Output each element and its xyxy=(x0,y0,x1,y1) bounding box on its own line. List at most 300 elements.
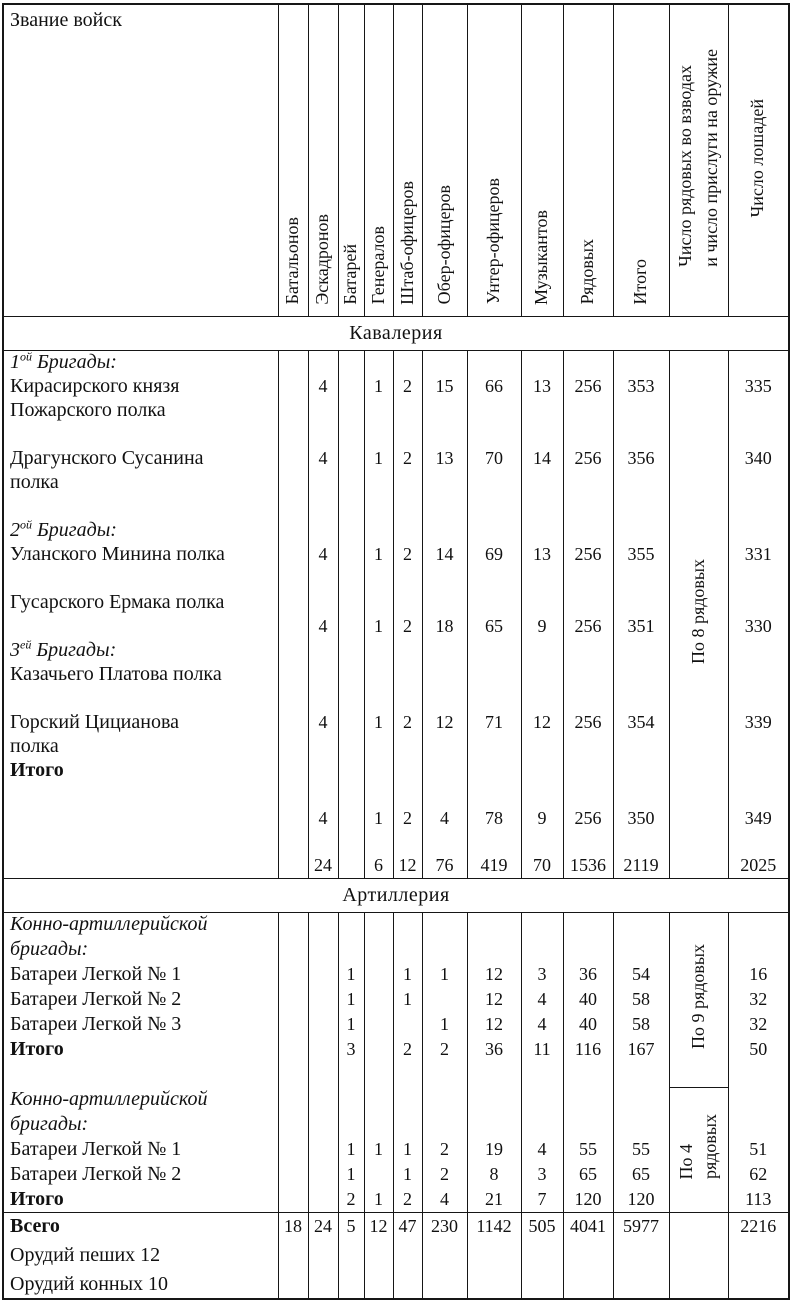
row-label: Орудий пеших 12 xyxy=(10,1244,161,1266)
value-cell: 167 xyxy=(613,1037,669,1062)
value-cell xyxy=(393,1270,422,1299)
value-cell: 2 xyxy=(393,614,422,638)
value-cell xyxy=(393,830,422,854)
value-cell xyxy=(563,494,613,518)
platoon-note-cell xyxy=(669,912,728,1087)
row-label: Горский Цицианова xyxy=(10,710,179,733)
band-row xyxy=(3,878,789,912)
column-header-batteries xyxy=(338,4,364,316)
value-cell xyxy=(308,1241,338,1270)
value-cell xyxy=(613,638,669,662)
value-cell: 55 xyxy=(563,1137,613,1162)
value-cell xyxy=(467,470,521,494)
value-cell xyxy=(393,1062,422,1087)
value-cell: 4 xyxy=(308,806,338,830)
header-row xyxy=(3,4,789,316)
label-text: Бригады: xyxy=(32,350,117,373)
horses-cell xyxy=(728,662,789,686)
value-cell xyxy=(278,566,308,590)
value-cell: 4 xyxy=(308,614,338,638)
value-cell: 4 xyxy=(308,710,338,734)
value-cell xyxy=(308,1137,338,1162)
value-cell: 1 xyxy=(338,962,364,987)
value-cell xyxy=(308,937,338,962)
horses-cell: 50 xyxy=(728,1037,789,1062)
value-cell: 1 xyxy=(393,962,422,987)
value-cell: 1 xyxy=(393,1137,422,1162)
value-cell xyxy=(338,854,364,878)
horses-cell xyxy=(728,1112,789,1137)
value-cell xyxy=(422,1062,467,1087)
value-cell: 5977 xyxy=(613,1212,669,1241)
value-cell: 4041 xyxy=(563,1212,613,1241)
row-label: Казачьего Платова полка xyxy=(10,662,222,685)
value-cell: 12 xyxy=(521,710,563,734)
value-cell xyxy=(467,830,521,854)
value-cell xyxy=(613,518,669,542)
horses-cell xyxy=(728,734,789,758)
value-cell: 2 xyxy=(393,1037,422,1062)
value-cell xyxy=(563,422,613,446)
value-cell: 2 xyxy=(393,1187,422,1212)
table-row xyxy=(3,912,789,937)
value-cell: 256 xyxy=(563,374,613,398)
value-cell: 65 xyxy=(613,1162,669,1187)
value-cell xyxy=(338,542,364,566)
value-cell xyxy=(278,937,308,962)
value-cell xyxy=(467,1087,521,1112)
value-cell: 1 xyxy=(364,614,393,638)
value-cell xyxy=(338,374,364,398)
value-cell xyxy=(613,398,669,422)
value-cell xyxy=(338,446,364,470)
value-cell xyxy=(278,470,308,494)
value-cell xyxy=(563,686,613,710)
value-cell xyxy=(521,566,563,590)
value-cell xyxy=(308,830,338,854)
value-cell: 40 xyxy=(563,1012,613,1037)
table-row xyxy=(3,1087,789,1112)
horses-cell: 62 xyxy=(728,1162,789,1187)
row-label: Батареи Легкой № 1 xyxy=(10,1138,182,1160)
value-cell xyxy=(422,987,467,1012)
value-cell xyxy=(467,398,521,422)
value-cell xyxy=(364,1037,393,1062)
value-cell xyxy=(338,937,364,962)
value-cell xyxy=(278,638,308,662)
value-cell: 9 xyxy=(521,806,563,830)
horses-cell xyxy=(728,937,789,962)
value-cell: 6 xyxy=(364,854,393,878)
value-cell: 3 xyxy=(521,1162,563,1187)
value-cell: 1142 xyxy=(467,1212,521,1241)
row-label xyxy=(3,830,278,854)
column-header-text: Батарей xyxy=(340,243,361,305)
horses-cell xyxy=(728,566,789,590)
value-cell xyxy=(278,590,308,614)
section-grand-total xyxy=(3,1212,789,1299)
value-cell xyxy=(521,398,563,422)
value-cell xyxy=(467,758,521,782)
column-header-text: Число лошадей xyxy=(747,98,768,217)
column-header-text: Обер-офицеров xyxy=(433,185,454,305)
value-cell xyxy=(467,494,521,518)
value-cell xyxy=(563,758,613,782)
value-cell: 120 xyxy=(613,1187,669,1212)
value-cell xyxy=(467,662,521,686)
value-cell: 18 xyxy=(422,614,467,638)
value-cell: 230 xyxy=(422,1212,467,1241)
value-cell xyxy=(613,734,669,758)
value-cell xyxy=(467,912,521,937)
value-cell xyxy=(613,662,669,686)
horses-cell: 349 xyxy=(728,806,789,830)
value-cell xyxy=(563,566,613,590)
value-cell xyxy=(278,686,308,710)
value-cell xyxy=(338,638,364,662)
value-cell xyxy=(338,806,364,830)
column-header-privates xyxy=(563,4,613,316)
value-cell xyxy=(613,1270,669,1299)
value-cell xyxy=(422,590,467,614)
value-cell: 70 xyxy=(467,446,521,470)
value-cell: 1 xyxy=(338,1012,364,1037)
value-cell: 65 xyxy=(467,614,521,638)
value-cell xyxy=(422,937,467,962)
value-cell xyxy=(563,662,613,686)
value-cell xyxy=(393,518,422,542)
value-cell xyxy=(563,638,613,662)
horses-cell: 2216 xyxy=(728,1212,789,1241)
value-cell: 1 xyxy=(364,710,393,734)
value-cell xyxy=(422,782,467,806)
label-superscript: ой xyxy=(20,350,32,364)
value-cell xyxy=(467,350,521,374)
value-cell xyxy=(338,782,364,806)
column-header-text: Батальонов xyxy=(282,217,303,305)
value-cell xyxy=(422,350,467,374)
row-label xyxy=(3,350,278,374)
horses-cell xyxy=(728,1062,789,1087)
value-cell xyxy=(393,912,422,937)
value-cell: 2 xyxy=(338,1187,364,1212)
value-cell xyxy=(613,422,669,446)
value-cell xyxy=(467,937,521,962)
label-text: Бригады: xyxy=(31,638,117,661)
value-cell: 15 xyxy=(422,374,467,398)
value-cell xyxy=(364,638,393,662)
value-cell xyxy=(308,350,338,374)
value-cell xyxy=(393,494,422,518)
value-cell xyxy=(422,830,467,854)
column-header-musicians xyxy=(521,4,563,316)
value-cell xyxy=(278,614,308,638)
value-cell xyxy=(393,638,422,662)
value-cell xyxy=(308,638,338,662)
value-cell xyxy=(422,734,467,758)
value-cell xyxy=(278,1241,308,1270)
value-cell xyxy=(393,590,422,614)
value-cell xyxy=(422,686,467,710)
label-number: 2 xyxy=(10,518,20,541)
row-label: Конно-артиллерийской xyxy=(10,1088,208,1110)
value-cell xyxy=(308,566,338,590)
value-cell xyxy=(364,566,393,590)
value-cell xyxy=(364,912,393,937)
horses-cell xyxy=(728,1270,789,1299)
value-cell xyxy=(338,1087,364,1112)
row-label: Батареи Легкой № 2 xyxy=(10,988,182,1010)
value-cell: 2 xyxy=(422,1162,467,1187)
value-cell: 24 xyxy=(308,1212,338,1241)
row-label: Орудий конных 10 xyxy=(10,1272,169,1295)
value-cell xyxy=(278,806,308,830)
value-cell xyxy=(521,1270,563,1299)
value-cell xyxy=(563,590,613,614)
row-label: Батареи Легкой № 1 xyxy=(10,963,182,985)
value-cell xyxy=(278,374,308,398)
value-cell xyxy=(278,1187,308,1212)
column-header-squadrons xyxy=(308,4,338,316)
value-cell xyxy=(278,662,308,686)
value-cell xyxy=(308,734,338,758)
value-cell: 47 xyxy=(393,1212,422,1241)
column-header-text: Музыкантов xyxy=(531,209,552,305)
row-label: бригады: xyxy=(10,938,89,960)
value-cell xyxy=(467,1062,521,1087)
value-cell xyxy=(278,830,308,854)
value-cell: 256 xyxy=(563,614,613,638)
value-cell xyxy=(338,830,364,854)
value-cell xyxy=(422,398,467,422)
value-cell: 19 xyxy=(467,1137,521,1162)
value-cell xyxy=(393,758,422,782)
value-cell: 4 xyxy=(422,1187,467,1212)
band-label: Артиллерия xyxy=(3,878,789,912)
row-label xyxy=(3,854,278,878)
value-cell: 2 xyxy=(393,374,422,398)
row-label: полка xyxy=(10,470,59,493)
value-cell xyxy=(613,782,669,806)
value-cell xyxy=(393,1012,422,1037)
value-cell xyxy=(278,422,308,446)
value-cell xyxy=(521,758,563,782)
value-cell xyxy=(364,518,393,542)
value-cell xyxy=(364,662,393,686)
value-cell xyxy=(338,662,364,686)
value-cell xyxy=(308,686,338,710)
value-cell: 256 xyxy=(563,806,613,830)
value-cell xyxy=(278,518,308,542)
value-cell xyxy=(613,590,669,614)
value-cell xyxy=(278,542,308,566)
column-header-horses xyxy=(728,4,789,316)
value-cell xyxy=(308,1037,338,1062)
platoon-note-cell xyxy=(669,1087,728,1212)
value-cell: 1 xyxy=(393,987,422,1012)
value-cell: 2 xyxy=(393,446,422,470)
value-cell xyxy=(308,758,338,782)
value-cell: 14 xyxy=(521,446,563,470)
value-cell xyxy=(308,1087,338,1112)
value-cell: 4 xyxy=(521,1012,563,1037)
value-cell xyxy=(338,590,364,614)
value-cell xyxy=(563,734,613,758)
value-cell xyxy=(393,1112,422,1137)
value-cell xyxy=(278,494,308,518)
value-cell xyxy=(393,662,422,686)
row-label: Гусарского Ермака полка xyxy=(10,590,225,613)
row-label: Пожарского полка xyxy=(10,398,166,421)
row-label: Итого xyxy=(10,1038,64,1060)
value-cell: 1 xyxy=(338,1137,364,1162)
platoon-note-text: По 4 xyxy=(675,1144,696,1180)
horses-cell: 335 xyxy=(728,374,789,398)
value-cell: 350 xyxy=(613,806,669,830)
value-cell: 58 xyxy=(613,1012,669,1037)
value-cell xyxy=(521,350,563,374)
horses-cell xyxy=(728,686,789,710)
column-header-text: Унтер-офицеров xyxy=(483,178,504,305)
value-cell: 1 xyxy=(364,1187,393,1212)
value-cell xyxy=(338,518,364,542)
value-cell xyxy=(422,638,467,662)
value-cell xyxy=(521,1087,563,1112)
value-cell xyxy=(563,1112,613,1137)
value-cell xyxy=(613,1087,669,1112)
value-cell xyxy=(393,1241,422,1270)
value-cell xyxy=(364,1112,393,1137)
value-cell xyxy=(364,1087,393,1112)
troops-table xyxy=(2,3,790,1300)
value-cell: 54 xyxy=(613,962,669,987)
horses-cell xyxy=(728,758,789,782)
value-cell xyxy=(278,710,308,734)
horses-cell xyxy=(728,518,789,542)
value-cell xyxy=(338,614,364,638)
value-cell: 256 xyxy=(563,446,613,470)
value-cell: 1 xyxy=(364,446,393,470)
value-cell: 9 xyxy=(521,614,563,638)
value-cell xyxy=(278,1137,308,1162)
value-cell xyxy=(563,1270,613,1299)
value-cell xyxy=(278,398,308,422)
header-title: Звание войск xyxy=(10,9,122,31)
value-cell xyxy=(278,350,308,374)
value-cell xyxy=(467,1112,521,1137)
value-cell xyxy=(278,1062,308,1087)
row-label xyxy=(3,494,278,518)
platoon-note-cell xyxy=(669,1212,728,1299)
value-cell: 1 xyxy=(364,542,393,566)
horses-cell: 340 xyxy=(728,446,789,470)
value-cell xyxy=(422,1087,467,1112)
value-cell: 71 xyxy=(467,710,521,734)
row-label: Драгунского Сусанина xyxy=(10,446,204,469)
value-cell xyxy=(338,734,364,758)
platoon-note-cell xyxy=(669,350,728,878)
value-cell xyxy=(393,470,422,494)
column-header-total xyxy=(613,4,669,316)
horses-cell xyxy=(728,350,789,374)
value-cell xyxy=(308,987,338,1012)
table-row xyxy=(3,350,789,374)
value-cell xyxy=(278,987,308,1012)
value-cell xyxy=(422,422,467,446)
value-cell xyxy=(308,782,338,806)
horses-cell: 331 xyxy=(728,542,789,566)
value-cell xyxy=(521,470,563,494)
value-cell xyxy=(278,446,308,470)
value-cell: 356 xyxy=(613,446,669,470)
value-cell xyxy=(338,686,364,710)
value-cell xyxy=(308,1162,338,1187)
row-label: полка xyxy=(10,734,59,757)
horses-cell: 32 xyxy=(728,987,789,1012)
value-cell: 505 xyxy=(521,1212,563,1241)
value-cell xyxy=(308,1270,338,1299)
value-cell xyxy=(467,734,521,758)
value-cell xyxy=(278,1087,308,1112)
horses-cell xyxy=(728,590,789,614)
label-superscript: ей xyxy=(20,638,32,651)
value-cell xyxy=(563,912,613,937)
value-cell: 120 xyxy=(563,1187,613,1212)
value-cell xyxy=(278,734,308,758)
value-cell xyxy=(467,782,521,806)
value-cell: 36 xyxy=(563,962,613,987)
label-number: 1 xyxy=(10,350,20,373)
value-cell xyxy=(364,494,393,518)
value-cell xyxy=(364,470,393,494)
value-cell xyxy=(521,638,563,662)
value-cell xyxy=(563,470,613,494)
value-cell xyxy=(467,518,521,542)
value-cell xyxy=(467,422,521,446)
value-cell xyxy=(364,830,393,854)
value-cell xyxy=(364,686,393,710)
value-cell: 5 xyxy=(338,1212,364,1241)
value-cell: 12 xyxy=(393,854,422,878)
value-cell xyxy=(613,937,669,962)
value-cell xyxy=(338,1062,364,1087)
horses-cell: 2025 xyxy=(728,854,789,878)
row-label xyxy=(3,638,278,662)
label-text: Бригады: xyxy=(32,518,117,541)
value-cell: 13 xyxy=(422,446,467,470)
value-cell xyxy=(563,1087,613,1112)
value-cell xyxy=(393,398,422,422)
value-cell xyxy=(338,912,364,937)
value-cell xyxy=(422,470,467,494)
value-cell xyxy=(613,1241,669,1270)
column-header-battalions xyxy=(278,4,308,316)
row-label xyxy=(3,518,278,542)
value-cell: 3 xyxy=(521,962,563,987)
value-cell xyxy=(308,494,338,518)
horses-cell xyxy=(728,1241,789,1270)
value-cell xyxy=(393,1087,422,1112)
value-cell: 3 xyxy=(338,1037,364,1062)
value-cell: 354 xyxy=(613,710,669,734)
value-cell xyxy=(364,590,393,614)
value-cell xyxy=(364,1162,393,1187)
value-cell xyxy=(422,518,467,542)
value-cell xyxy=(338,422,364,446)
value-cell xyxy=(613,566,669,590)
value-cell: 2 xyxy=(393,542,422,566)
value-cell xyxy=(393,350,422,374)
